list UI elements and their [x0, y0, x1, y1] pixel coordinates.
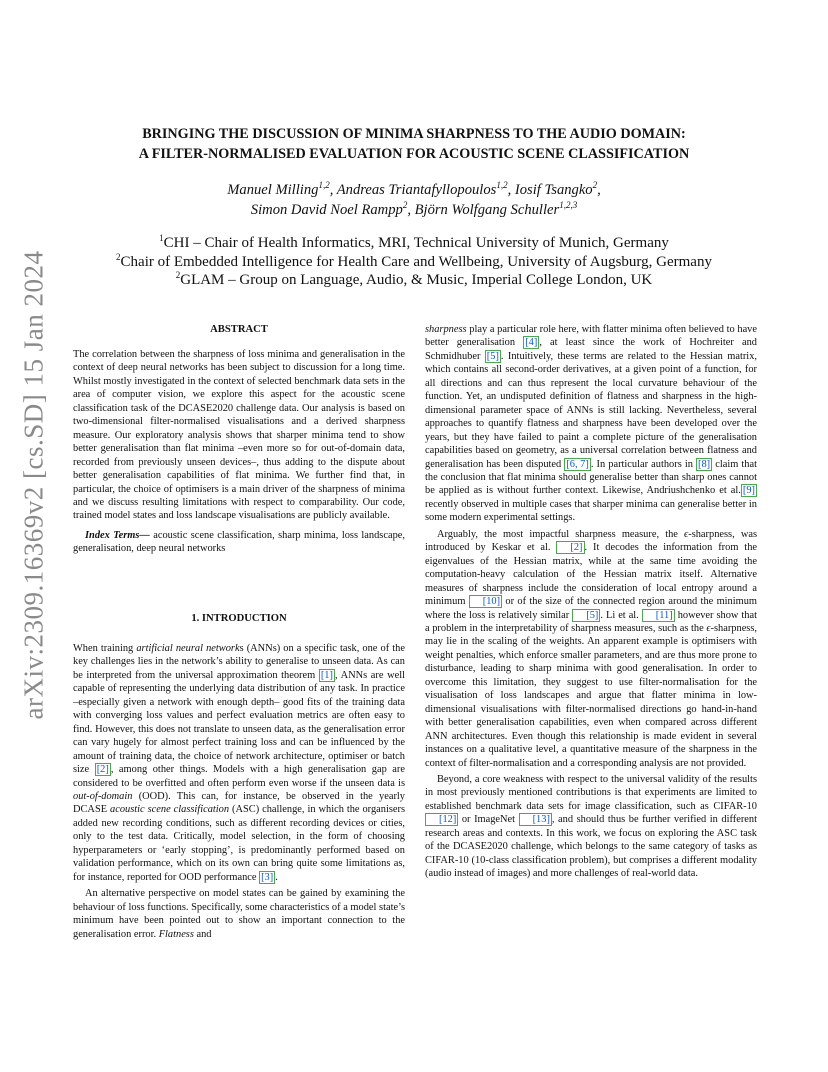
right-column-body	[425, 323, 757, 881]
intro-paragraph-1: When training artificial neural networks (ANNs) on a specific task, one of the key challenges lies in the network’s ability to generalise to unseen data. As can be interpreted from the universal approximation theorem [1] , ANNs are well capable of representing the underlying data distribution of any task. In practice –especially given a network with enough depth– good fits of the training data with converging loss values and perfect evaluation metrics are often easy to find. However, this does not translate to unseen data, as the generalisation error can vary hugely for almost perfect training loss and can be influenced by the amount of training data, the choice of network architecture, optimiser or batch size [2] , among other things. Models with a high generalisation gap are considered to be overfitted and often perform even worse if the unseen data is out-of-domain (OOD). This can, for instance, be observed in the yearly DCASE acoustic scene classification (ASC) challenge, in which the organisers added new recording conditions, such as different recording devices or cities, only to the test data. Critically, model selection, in the form of choosing hyperparameters or ‘early stopping’, is predominantly performed based on validation performance, which on its own can bring quite some limitations as, for instance, reported for OOD performance [3] .	[73, 643, 406, 883]
author-4: Simon David Noel Rampp	[250, 202, 403, 218]
citation-link[interactable]: [8]	[698, 458, 711, 470]
affiliation-3: $^2$GLAM – Group on Language, Audio, & Music, Imperial College London, UK	[175, 270, 653, 288]
right-paragraph-3: Beyond, a core weakness with respect to the universal validity of the results in most previously mentioned contributions is that experiments are limited to established benchmark data sets for image classification, such as CIFAR-10 [12] or ImageNet [13] , and should thus be further verified in different research areas and contexts. In this work, we focus on exploring the ASC task of the DCASE2020 challenge, which belongs to the same category of tasks as CIFAR-10 (10-class classification problem), but comprises a different modality (audio instead of images) and more challenges of real-world data.	[425, 773, 757, 880]
citation-link[interactable]: [4]	[525, 337, 538, 349]
citation-link[interactable]: [2]	[96, 764, 109, 776]
author-3: Iosif Tsangko	[514, 182, 593, 198]
paper-title	[0, 124, 828, 164]
author-5: Björn Wolfgang Schuller	[414, 202, 560, 218]
introduction-body	[73, 642, 405, 941]
affiliation-1: $^1$CHI – Chair of Health Informatics, MRI, Technical University of Munich, Germany	[159, 233, 669, 251]
author-1: Manuel Milling	[227, 182, 319, 198]
citation-link[interactable]: [5]	[572, 609, 600, 622]
right-paragraph-2: Arguably, the most impactful sharpness measure, the ϵ-sharpness, was introduced by Keskar et al. [2] . It decodes the information from the eigenvalues of the Hessian matrix, while at the same time avoiding the computation-heavy calculation of the Hessian matrix itself. Alternative measures of sharpness include the consideration of local entropy around a minimum [10] or of the size of the connected region around the minimum where the loss is relatively similar [5] . Li et al. [11] however show that a problem in the interpretability of sharpness measures, such as the ϵ-sharpness, may lie in the scaling of the weights. An apparent example is optimisers with weight penalties, which enforce smaller parameters, and are thus more prone to disturbance, leading to sharp minima with good generalisation. In order to overcome this limitation, they suggest to use filter-normalisation for the visualisation of loss landscapes and argue that flatter minima in low-dimensional visualisations with filter-normalised directions go hand-in-hand with better generalisation capabilities, even when compared across different ANN architectures. Even though this relationship is made evident in several instances on a qualitative level, a quantitative measure of the sharpness in the context of filter-normalisation and a corresponding analysis are not provided.	[425, 528, 758, 769]
author-list: Manuel Milling$^{1,2}$, Andreas Triantafyllopoulos$^{1,2}$, Iosif Tsangko$^2$, Simon David Noel Rampp$^2$, Björn Wolfgang Schuller$^{1,2,3}$	[227, 180, 601, 218]
abstract-body	[73, 348, 405, 556]
citation-link[interactable]: [2]	[556, 541, 584, 554]
citation-link[interactable]: [11]	[642, 609, 675, 622]
abstract-text: The correlation between the sharpness of loss minima and generalisation in the context of deep neural networks has been subject to discussion for a long time. Whilst mostly investigated in the context of selected benchmark data sets in the area of computer vision, we explore this aspect for the acoustic scene classification task of the DCASE2020 challenge data. Our analysis is based on two-dimensional filter-normalised visualisations and a derived sharpness measure. Our exploratory analysis shows that sharper minima tend to show better generalisation than flat minima –even more so for out-of-domain data, recorded from previously unseen devices–, thus adding to the dispute about better generalisation capabilities of flat minima. We further find that, in particular, the choice of optimisers is a main driver of the sharpness of minima and we discuss resulting limitations with respect to comparability. Our code, trained model states and loss landscape visualisations are publicly available.	[73, 349, 405, 522]
title-line-2: A FILTER-NORMALISED EVALUATION FOR ACOUSTIC SCENE CLASSIFICATION	[138, 146, 690, 162]
title-line-1: BRINGING THE DISCUSSION OF MINIMA SHARPNESS TO THE AUDIO DOMAIN:	[142, 126, 686, 142]
right-paragraph-1: sharpness play a particular role here, with flatter minima often believed to have better generalisation [4] , at least since the work of Hochreiter and Schmidhuber [5] . Intuitively, these terms are related to the Hessian matrix, which contains all second-order derivatives, at a given point of a function, for all directions and can thus represent the local curvature behaviour of the function. Yet, an undisputed definition of flatness and sharpness in the high-dimensional parameter space of ANNs is still lacking. Nevertheless, several approaches to quantify flatness and sharpness have been developed over the years, but they have failed to paint a complete picture of the generalisation capabilities based on geometry, as a universal correlation between flatness and generalisation has been disputed [6, 7] . In particular authors in [8] claim that the conclusion that flat minima should generalise better than sharp ones cannot be applied as is without further context. Likewise, Andriushchenko et al. [9] recently observed in multiple cases that sharper minima can generalise better in some modern experimental settings.	[425, 324, 757, 524]
introduction-heading: 1. INTRODUCTION	[191, 613, 287, 624]
citation-link[interactable]: [5]	[486, 350, 499, 362]
abstract-heading: ABSTRACT	[210, 324, 268, 335]
citation-link[interactable]: [3]	[261, 871, 274, 883]
author-2: Andreas Triantafyllopoulos	[336, 182, 497, 198]
citation-link[interactable]: [6, 7]	[566, 458, 589, 470]
index-terms: Index Terms— acoustic scene classification, sharp minima, loss landscape, generalisation, deep neural networks	[73, 529, 405, 555]
intro-paragraph-2: An alternative perspective on model states can be gained by examining the behaviour of loss functions. Specifically, some characteristics of a model state’s minimum have been pointed out to show an important connection to the generalisation error. Flatness and	[73, 888, 405, 940]
arxiv-identifier	[14, 250, 54, 720]
citation-link[interactable]: [12]	[425, 813, 458, 826]
citation-link[interactable]: [10]	[469, 595, 502, 608]
affiliations	[0, 234, 828, 290]
citation-link[interactable]: [13]	[519, 813, 552, 826]
citation-link[interactable]: [9]	[742, 485, 755, 497]
citation-link[interactable]: [1]	[320, 669, 333, 681]
arxiv-identifier-text: arXiv:2309.16369v2 [cs.SD] 15 Jan 2024	[18, 250, 49, 720]
affiliation-2: $^2$Chair of Embedded Intelligence for Health Care and Wellbeing, University of Augsburg, Germany	[116, 251, 712, 270]
